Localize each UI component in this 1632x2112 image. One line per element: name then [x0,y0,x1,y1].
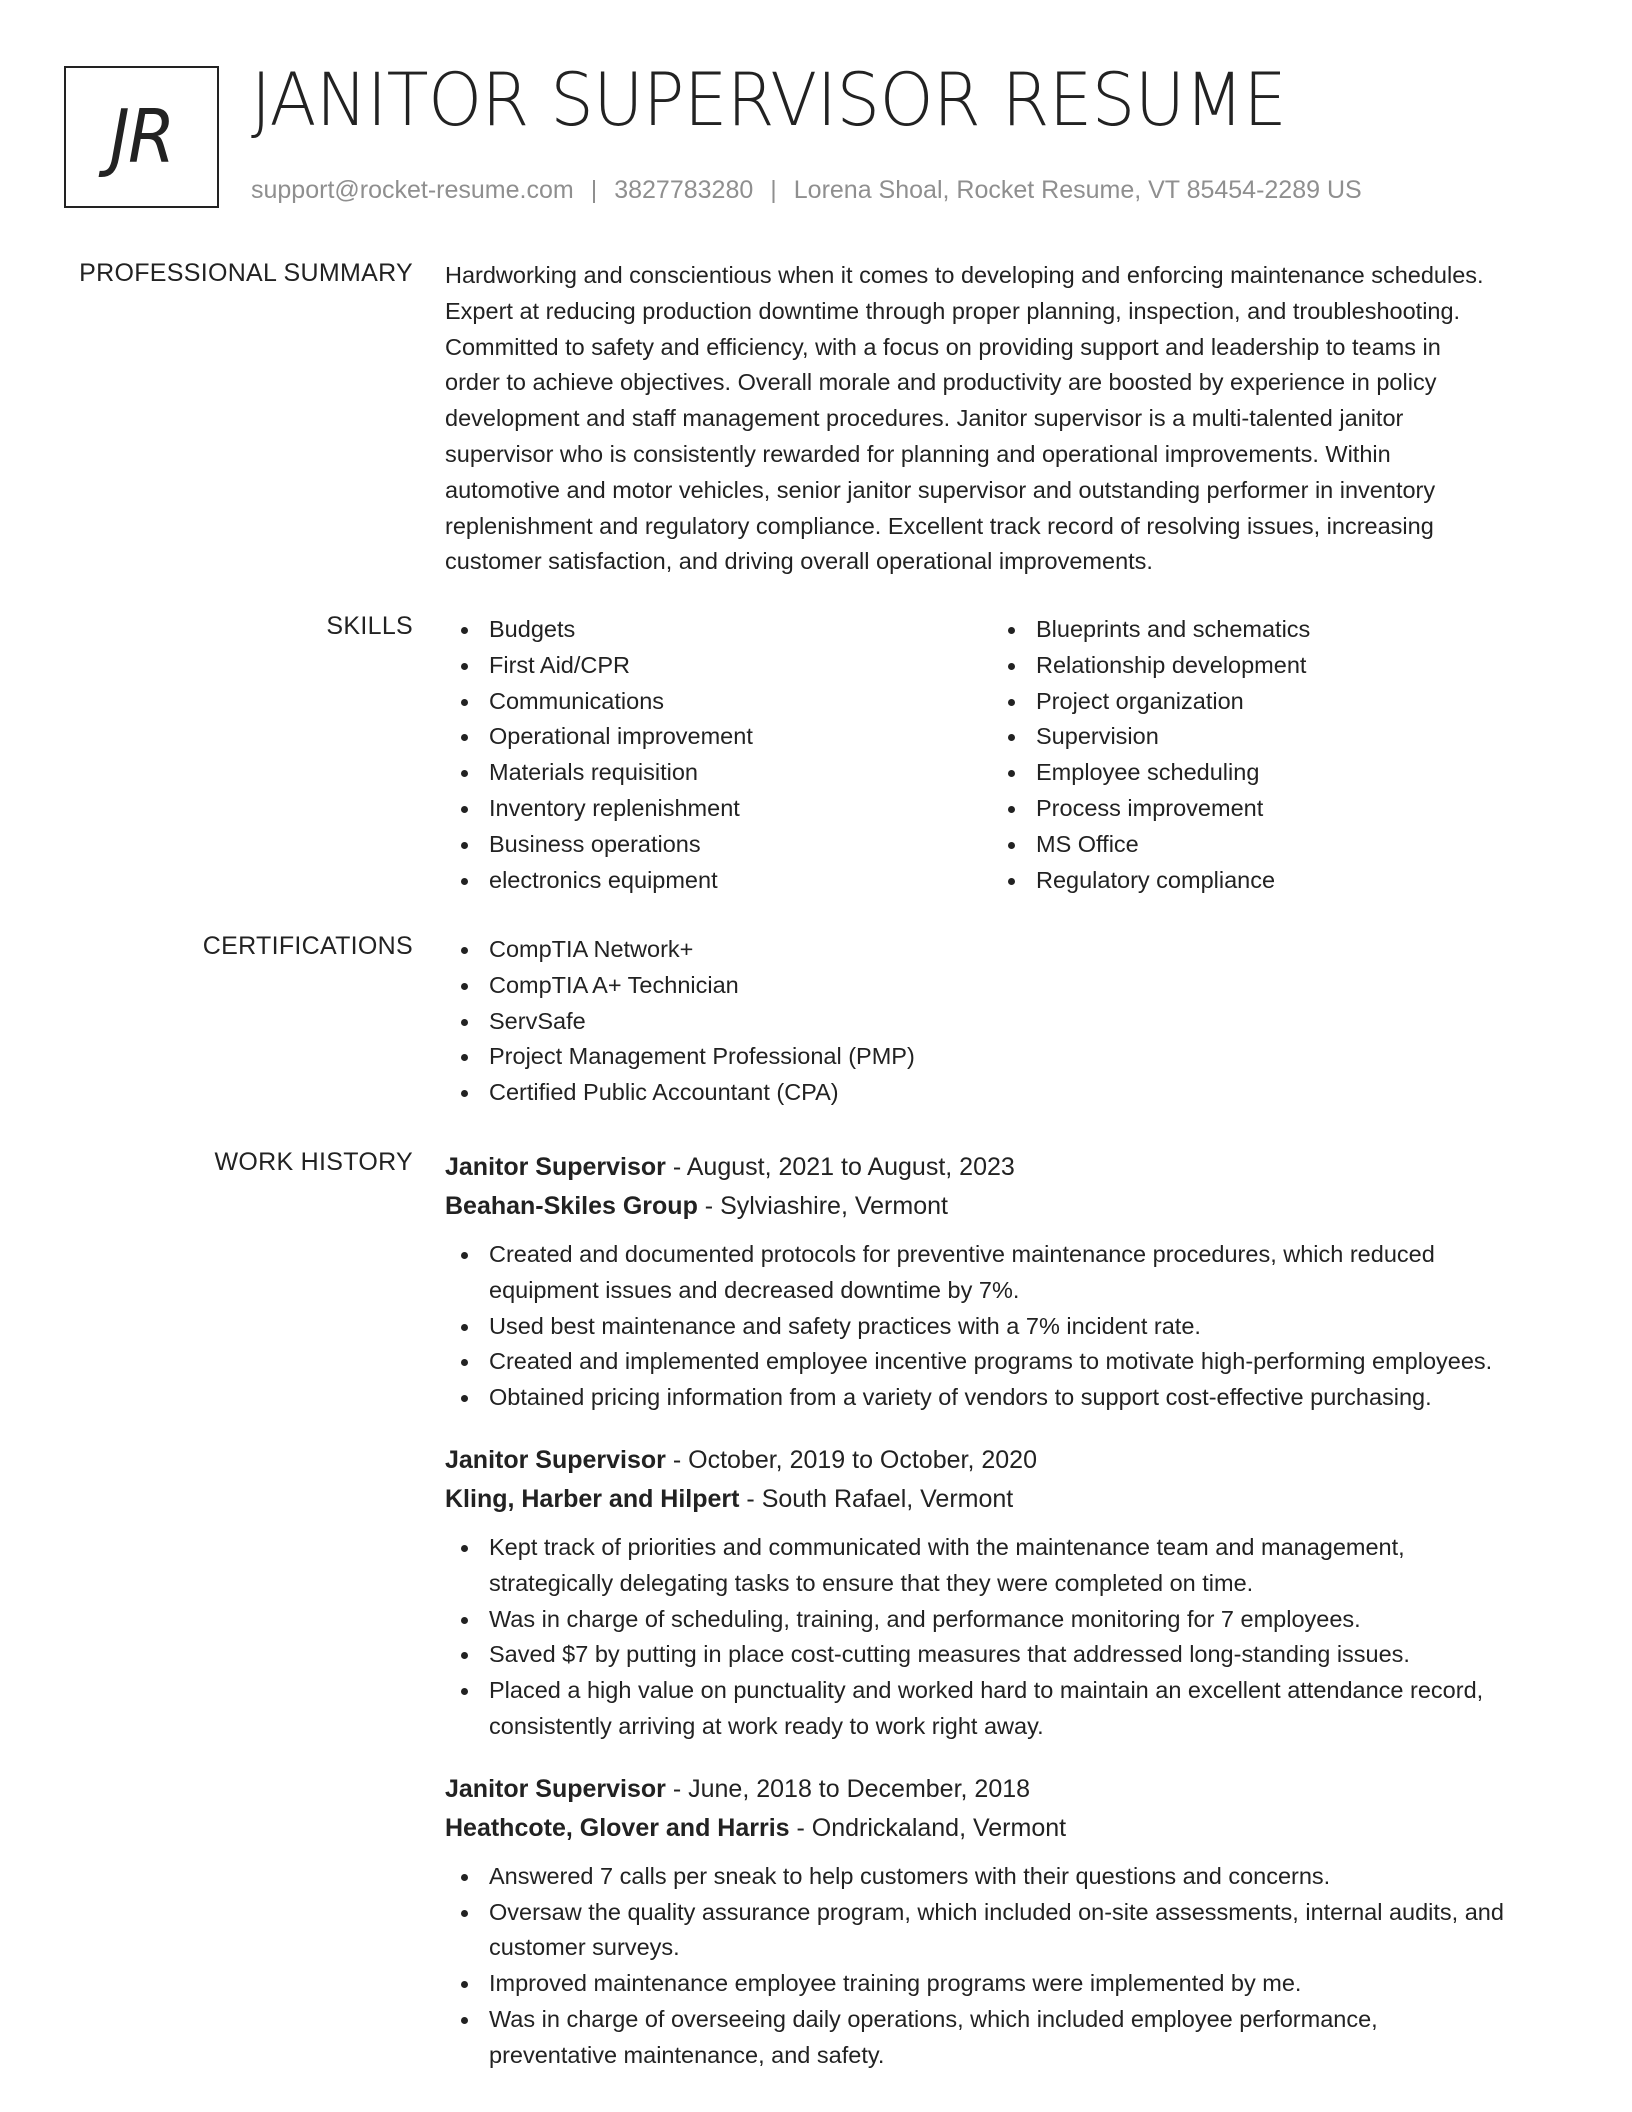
job-title-line [445,1770,1565,1809]
section-label-summary: PROFESSIONAL SUMMARY [79,259,413,287]
certification-item: Certified Public Accountant (CPA) [445,1075,1565,1111]
contact-separator: | [770,176,777,204]
contact-address: Lorena Shoal, Rocket Resume, VT 85454-2289 US [793,176,1362,204]
job-bullet [445,1673,1565,1745]
job-title: Janitor Supervisor [445,1774,666,1803]
job-dates: - October, 2019 to October, 2020 [665,1445,1037,1474]
resume-title: JANITOR SUPERVISOR RESUME [251,58,1287,143]
certification-item: Project Management Professional (PMP) [445,1039,1565,1075]
bullet-line: Was in charge of overseeing daily operations, which included employee performance, [489,2005,1378,2032]
job-location: - South Rafael, Vermont [739,1484,1014,1513]
skill-item: Blueprints and schematics [992,612,1539,648]
skill-item: First Aid/CPR [445,648,992,684]
job-title: Janitor Supervisor [445,1153,666,1181]
summary-line: Hardworking and conscientious when it comes to developing and enforcing maintenance schedules. [445,262,1484,288]
job-bullet [445,2002,1565,2074]
section-label-certifications: CERTIFICATIONS [202,932,413,960]
contact-separator: | [590,176,598,204]
job-company: Kling, Harber and Hilpert [445,1484,740,1513]
job-entry [445,1770,1565,2074]
job-bullets [445,1237,1565,1416]
monogram-initials: JR [109,94,174,180]
bullet-line: Oversaw the quality assurance program, which included on-site assessments, internal audits, and [489,1898,1504,1925]
summary-line: Committed to safety and efficiency, with a focus on providing support and leadership to teams in [445,333,1441,360]
skill-item: Budgets [445,612,992,648]
job-title: Janitor Supervisor [445,1445,666,1474]
bullet-line: Obtained pricing information from a variety of vendors to support cost-effective purchasing. [489,1384,1432,1411]
skill-item: electronics equipment [445,863,992,899]
job-dates: - August, 2021 to August, 2023 [665,1153,1015,1181]
skill-item: Process improvement [992,791,1539,827]
bullet-line: Improved maintenance employee training programs were implemented by me. [489,1970,1302,1997]
job-company-line [445,1480,1565,1519]
skill-item: Supervision [992,719,1539,755]
job-bullet [445,1309,1565,1345]
work-history-body [445,1148,1565,2099]
certification-item: CompTIA A+ Technician [445,968,1565,1004]
skills-columns [445,612,1565,898]
job-bullet [445,1895,1565,1967]
section-label-work-history: WORK HISTORY [214,1148,413,1176]
summary-line: supervisor who is consistently rewarded for planning and operational improvements. Within [445,440,1391,467]
job-title-line [445,1441,1565,1480]
job-title-line [445,1148,1565,1187]
certification-item: ServSafe [445,1004,1565,1040]
job-bullet [445,1237,1565,1309]
contact-phone[interactable]: 3827783280 [614,176,754,204]
bullet-line: Saved $7 by putting in place cost-cutting measures that addressed long-standing issues. [489,1641,1410,1668]
bullet-line: customer surveys. [489,1934,680,1961]
job-bullets [445,1530,1565,1745]
monogram-box [64,66,219,208]
section-label-skills: SKILLS [326,612,413,640]
job-bullet [445,1344,1565,1380]
contact-line [251,176,1362,205]
job-bullets [445,1859,1565,2074]
job-company: Heathcote, Glover and Harris [445,1813,790,1842]
job-location: - Ondrickaland, Vermont [789,1813,1067,1842]
bullet-line: Answered 7 calls per sneak to help customers with their questions and concerns. [489,1862,1331,1889]
bullet-line: Used best maintenance and safety practices with a 7% incident rate. [489,1312,1201,1339]
summary-line: replenishment and regulatory compliance. Excellent track record of resolving issues, increasing [445,512,1434,539]
job-entry [445,1441,1565,1745]
job-bullet [445,1637,1565,1673]
job-dates: - June, 2018 to December, 2018 [665,1774,1031,1803]
summary-line: customer satisfaction, and driving overall operational improvements. [445,548,1153,575]
bullet-line: preventative maintenance, and safety. [489,2041,885,2068]
skills-list-left [445,612,992,898]
skill-item: Regulatory compliance [992,863,1539,899]
skills-list-right [992,612,1539,898]
skill-item: Relationship development [992,648,1539,684]
job-company: Beahan-Skiles Group [445,1192,698,1220]
contact-email[interactable]: support@rocket-resume.com [251,176,574,204]
bullet-line: consistently arriving at work ready to work right away. [489,1712,1044,1739]
job-bullet [445,1602,1565,1638]
skill-item: Materials requisition [445,755,992,791]
bullet-line: Created and implemented employee incentive programs to motivate high-performing employees. [489,1348,1493,1375]
skill-item: Operational improvement [445,719,992,755]
certifications-list [445,932,1565,1111]
skill-item: MS Office [992,827,1539,863]
summary-line: order to achieve objectives. Overall morale and productivity are boosted by experience in policy [445,369,1437,396]
job-company-line [445,1809,1565,1848]
skill-item: Employee scheduling [992,755,1539,791]
job-bullet [445,1966,1565,2002]
summary-line: Expert at reducing production downtime through proper planning, inspection, and troubleshooting. [445,297,1461,324]
job-company-line [445,1187,1565,1226]
job-bullet [445,1530,1565,1602]
skill-item: Communications [445,684,992,720]
summary-text [445,258,1565,580]
summary-line: development and staff management procedures. Janitor supervisor is a multi-talented janitor [445,405,1404,432]
bullet-line: Placed a high value on punctuality and worked hard to maintain an excellent attendance record, [489,1677,1484,1704]
bullet-line: equipment issues and decreased downtime by 7%. [489,1276,1020,1303]
skill-item: Inventory replenishment [445,791,992,827]
bullet-line: Kept track of priorities and communicated with the maintenance team and management, [489,1533,1405,1560]
certifications-body [445,932,1565,1111]
skill-item: Project organization [992,684,1539,720]
job-bullet [445,1859,1565,1895]
job-entry [445,1148,1565,1416]
bullet-line: Was in charge of scheduling, training, and performance monitoring for 7 employees. [489,1605,1361,1632]
summary-line: automotive and motor vehicles, senior janitor supervisor and outstanding performer in inventory [445,476,1436,503]
certification-item: CompTIA Network+ [445,932,1565,968]
job-bullet [445,1380,1565,1416]
skill-item: Business operations [445,827,992,863]
job-location: - Sylviashire, Vermont [697,1192,948,1220]
bullet-line: Created and documented protocols for preventive maintenance procedures, which reduced [489,1241,1435,1267]
bullet-line: strategically delegating tasks to ensure that they were completed on time. [489,1569,1254,1596]
